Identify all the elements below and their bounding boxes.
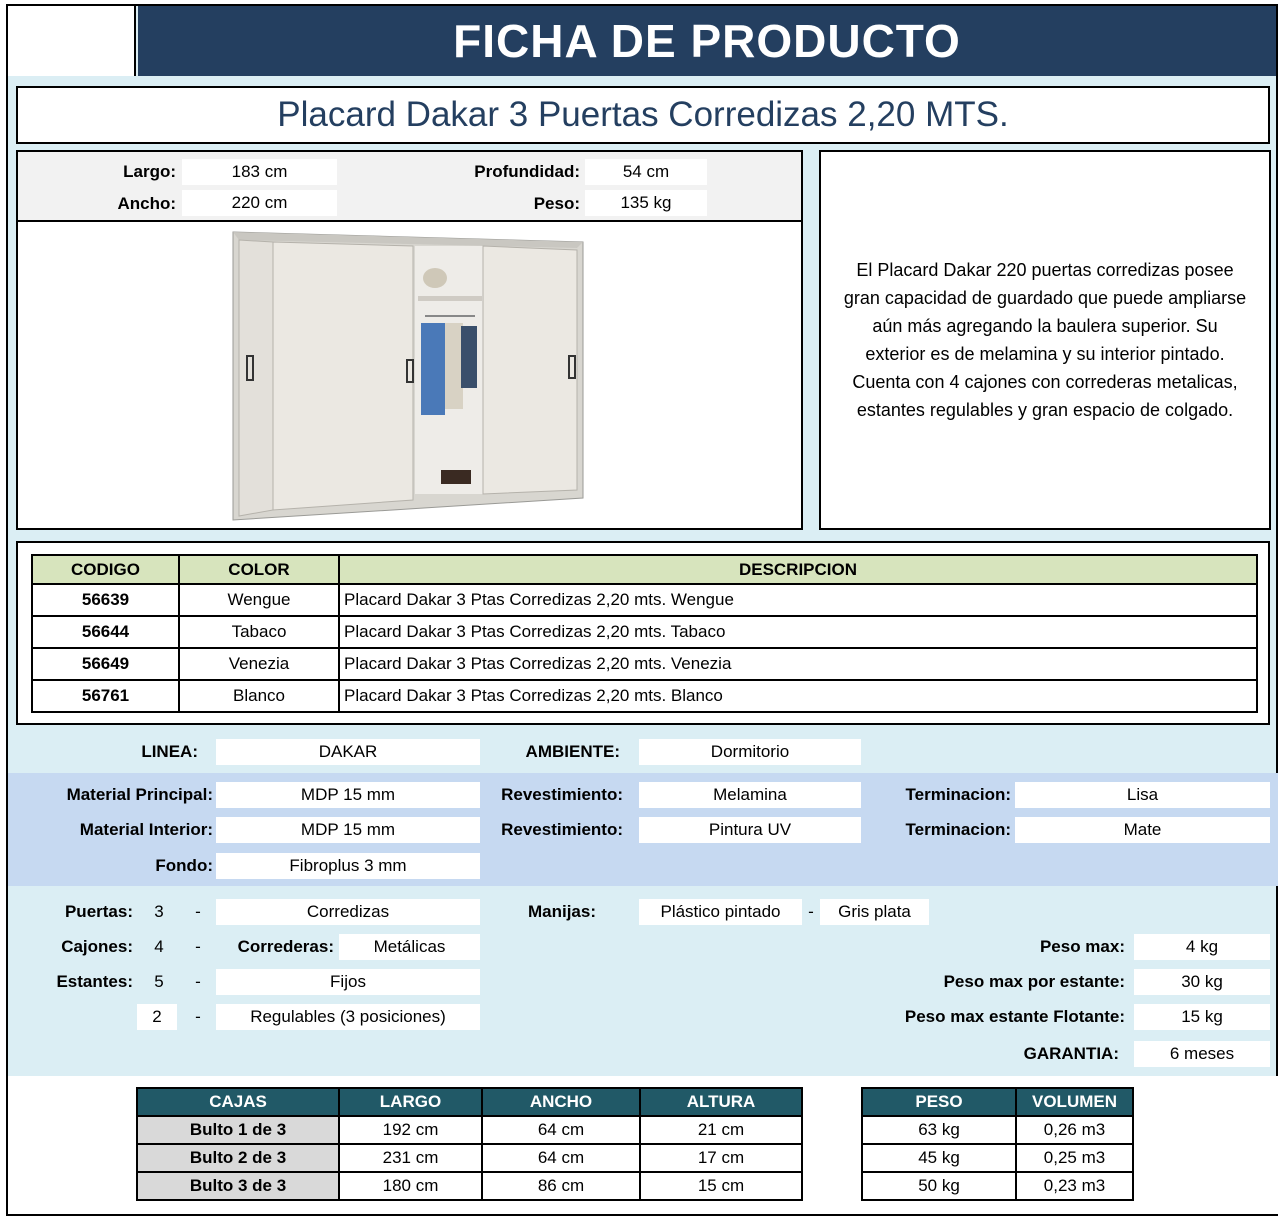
dash: - [195, 937, 201, 956]
estantes-label: Estantes: [56, 972, 133, 991]
peso-flotante-label: Peso max estante Flotante: [904, 1007, 1125, 1026]
bulto-cell: Bulto 1 de 3 [137, 1116, 339, 1144]
largo-cell: 192 cm [339, 1116, 482, 1144]
revestimiento-value: Melamina [639, 782, 861, 808]
boxes-table [136, 1087, 803, 1201]
peso-max-value: 4 kg [1134, 934, 1270, 960]
col-largo: LARGO [339, 1088, 482, 1116]
product-description: El Placard Dakar 220 puertas corredizas posee gran capacidad de guardado que puede ampliarse aún más agregando la baulera superior. Su exterior es de melamina y su interior pintado. Cuenta con 4 cajones con correderas metalicas, estantes regulables y gran espacio de colgado. [819, 150, 1271, 530]
puertas-label: Puertas: [64, 902, 133, 921]
linea-value: DAKAR [216, 739, 480, 765]
col-color: COLOR [179, 555, 339, 584]
fondo-value: Fibroplus 3 mm [216, 853, 480, 879]
peso-estante-label: Peso max por estante: [943, 972, 1125, 991]
cajones-label: Cajones: [61, 937, 133, 956]
descripcion-cell: Placard Dakar 3 Ptas Corredizas 2,20 mts. Venezia [339, 648, 1257, 680]
table-row [32, 584, 1257, 616]
dash: - [195, 972, 201, 991]
correderas-value: Metálicas [339, 934, 480, 960]
col-descripcion: DESCRIPCION [339, 555, 1257, 584]
volumen-cell: 0,25 m3 [1016, 1144, 1133, 1172]
table-row [862, 1144, 1133, 1172]
peso-value: 135 kg [585, 190, 707, 216]
codigo-cell: 56761 [32, 680, 179, 712]
col-peso: PESO [862, 1088, 1016, 1116]
cajones-count: 4 [154, 937, 164, 956]
ancho-cell: 64 cm [482, 1116, 640, 1144]
material-interior-label: Material Interior: [79, 820, 213, 839]
col-altura: ALTURA [640, 1088, 802, 1116]
peso-flotante-value: 15 kg [1134, 1004, 1270, 1030]
altura-cell: 15 cm [640, 1172, 802, 1200]
color-cell: Blanco [179, 680, 339, 712]
altura-cell: 17 cm [640, 1144, 802, 1172]
terminacion-value: Lisa [1015, 782, 1270, 808]
peso-max-label: Peso max: [1039, 937, 1125, 956]
page-title: FICHA DE PRODUCTO [138, 6, 1276, 76]
estantes-value: Fijos [216, 969, 480, 995]
weight-table [861, 1087, 1134, 1201]
correderas-label: Correderas: [237, 937, 334, 956]
largo-cell: 180 cm [339, 1172, 482, 1200]
peso-cell: 50 kg [862, 1172, 1016, 1200]
largo-value: 183 cm [182, 159, 337, 185]
col-codigo: CODIGO [32, 555, 179, 584]
ancho-label: Ancho: [117, 194, 176, 213]
dash: - [808, 902, 814, 921]
ancho-cell: 64 cm [482, 1144, 640, 1172]
regulables-value: Regulables (3 posiciones) [216, 1004, 480, 1030]
dash: - [195, 902, 201, 921]
color-cell: Venezia [179, 648, 339, 680]
table-row [137, 1144, 802, 1172]
bulto-cell: Bulto 2 de 3 [137, 1144, 339, 1172]
linea-label: LINEA: [141, 742, 198, 761]
table-row [32, 648, 1257, 680]
material-principal-label: Material Principal: [66, 785, 213, 804]
descripcion-cell: Placard Dakar 3 Ptas Corredizas 2,20 mts. Blanco [339, 680, 1257, 712]
descripcion-cell: Placard Dakar 3 Ptas Corredizas 2,20 mts. Tabaco [339, 616, 1257, 648]
volumen-cell: 0,23 m3 [1016, 1172, 1133, 1200]
peso-estante-value: 30 kg [1134, 969, 1270, 995]
col-volumen: VOLUMEN [1016, 1088, 1133, 1116]
profundidad-value: 54 cm [585, 159, 707, 185]
material-principal-value: MDP 15 mm [216, 782, 480, 808]
codigo-cell: 56649 [32, 648, 179, 680]
puertas-value: Corredizas [216, 899, 480, 925]
col-cajas: CAJAS [137, 1088, 339, 1116]
product-title: Placard Dakar 3 Puertas Corredizas 2,20 MTS. [16, 86, 1270, 144]
ancho-cell: 86 cm [482, 1172, 640, 1200]
peso-cell: 45 kg [862, 1144, 1016, 1172]
ambiente-label: AMBIENTE: [525, 742, 620, 761]
table-row [862, 1116, 1133, 1144]
altura-cell: 21 cm [640, 1116, 802, 1144]
estantes-count: 5 [154, 972, 164, 991]
largo-cell: 231 cm [339, 1144, 482, 1172]
table-row [32, 680, 1257, 712]
manijas-label: Manijas: [527, 902, 596, 921]
table-row [137, 1116, 802, 1144]
revestimiento-label: Revestimiento: [501, 785, 623, 804]
wardrobe-image [225, 228, 595, 524]
garantia-label: GARANTIA: [1023, 1044, 1119, 1063]
terminacion-label: Terminacion: [905, 785, 1011, 804]
volumen-cell: 0,26 m3 [1016, 1116, 1133, 1144]
ancho-value: 220 cm [182, 190, 337, 216]
peso-label: Peso: [533, 194, 580, 213]
terminacion-interior-value: Mate [1015, 817, 1270, 843]
bulto-cell: Bulto 3 de 3 [137, 1172, 339, 1200]
color-cell: Tabaco [179, 616, 339, 648]
color-cell: Wengue [179, 584, 339, 616]
peso-cell: 63 kg [862, 1116, 1016, 1144]
logo-area [8, 6, 136, 76]
manijas-material: Plástico pintado [639, 899, 802, 925]
table-row [32, 616, 1257, 648]
col-ancho: ANCHO [482, 1088, 640, 1116]
largo-label: Largo: [123, 162, 176, 181]
table-row [862, 1172, 1133, 1200]
ambiente-value: Dormitorio [639, 739, 861, 765]
regulables-count: 2 [137, 1004, 177, 1030]
profundidad-label: Profundidad: [474, 162, 580, 181]
terminacion-interior-label: Terminacion: [905, 820, 1011, 839]
table-row [137, 1172, 802, 1200]
manijas-color: Gris plata [820, 899, 929, 925]
codigo-cell: 56644 [32, 616, 179, 648]
codes-table [31, 554, 1258, 713]
material-interior-value: MDP 15 mm [216, 817, 480, 843]
revestimiento-interior-value: Pintura UV [639, 817, 861, 843]
garantia-value: 6 meses [1134, 1041, 1270, 1067]
revestimiento-interior-label: Revestimiento: [501, 820, 623, 839]
dash: - [195, 1007, 201, 1026]
codigo-cell: 56639 [32, 584, 179, 616]
puertas-count: 3 [154, 902, 164, 921]
descripcion-cell: Placard Dakar 3 Ptas Corredizas 2,20 mts. Wengue [339, 584, 1257, 616]
fondo-label: Fondo: [155, 856, 213, 875]
